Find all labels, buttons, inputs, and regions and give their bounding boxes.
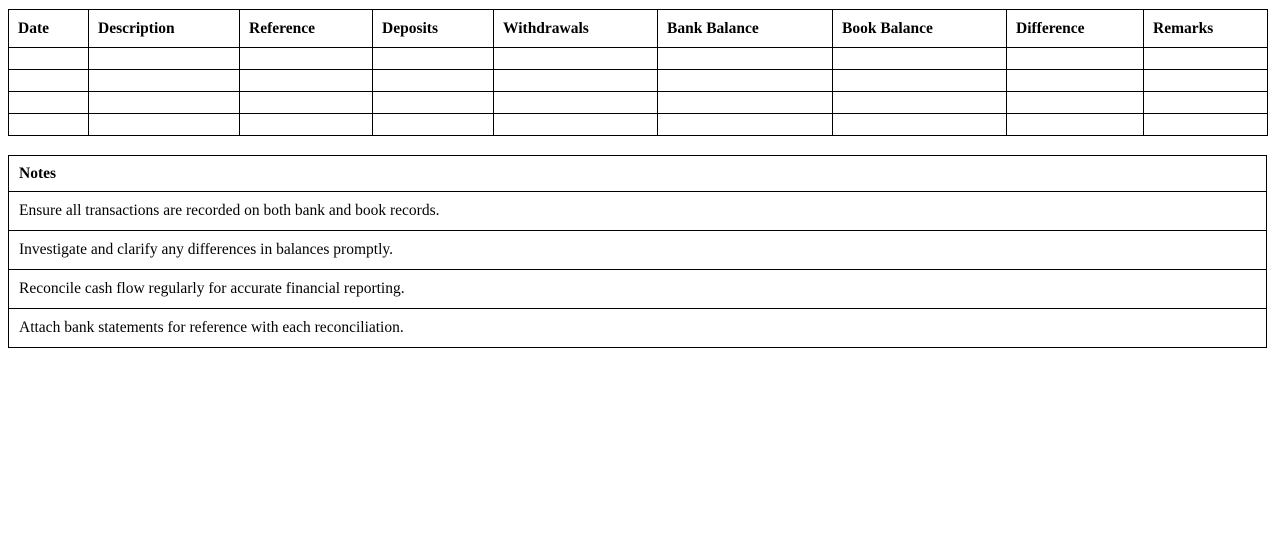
table-cell	[373, 70, 494, 92]
notes-table	[8, 155, 1267, 348]
table-cell	[240, 114, 373, 136]
table-row	[9, 114, 1268, 136]
note-item: Investigate and clarify any differences in balances promptly.	[9, 231, 1267, 270]
note-row	[9, 270, 1267, 309]
table-row	[9, 48, 1268, 70]
table-cell	[658, 114, 833, 136]
notes-header: Notes	[9, 156, 1267, 192]
notes-header-row	[9, 156, 1267, 192]
table-cell	[1007, 114, 1144, 136]
note-item: Ensure all transactions are recorded on both bank and book records.	[9, 192, 1267, 231]
column-header-description: Description	[89, 10, 240, 48]
table-cell	[1007, 70, 1144, 92]
note-item: Reconcile cash flow regularly for accurate financial reporting.	[9, 270, 1267, 309]
table-cell	[833, 70, 1007, 92]
table-cell	[9, 48, 89, 70]
table-cell	[658, 48, 833, 70]
column-header-book-balance: Book Balance	[833, 10, 1007, 48]
note-item: Attach bank statements for reference with each reconciliation.	[9, 309, 1267, 348]
table-cell	[89, 114, 240, 136]
note-row	[9, 309, 1267, 348]
table-cell	[1007, 92, 1144, 114]
column-header-remarks: Remarks	[1144, 10, 1268, 48]
column-header-bank-balance: Bank Balance	[658, 10, 833, 48]
table-cell	[833, 92, 1007, 114]
table-cell	[373, 92, 494, 114]
table-cell	[373, 114, 494, 136]
table-cell	[240, 70, 373, 92]
table-cell	[240, 92, 373, 114]
table-cell	[494, 48, 658, 70]
table-cell	[658, 92, 833, 114]
table-cell	[1144, 114, 1268, 136]
table-cell	[1144, 70, 1268, 92]
table-cell	[494, 92, 658, 114]
reconciliation-header-row	[9, 10, 1268, 48]
table-cell	[89, 92, 240, 114]
table-cell	[833, 48, 1007, 70]
reconciliation-table	[8, 9, 1268, 136]
table-cell	[494, 70, 658, 92]
table-cell	[89, 48, 240, 70]
table-cell	[9, 92, 89, 114]
table-cell	[658, 70, 833, 92]
note-row	[9, 192, 1267, 231]
table-cell	[1144, 92, 1268, 114]
table-cell	[1144, 48, 1268, 70]
table-cell	[240, 48, 373, 70]
column-header-withdrawals: Withdrawals	[494, 10, 658, 48]
column-header-reference: Reference	[240, 10, 373, 48]
table-row	[9, 92, 1268, 114]
note-row	[9, 231, 1267, 270]
table-cell	[833, 114, 1007, 136]
table-row	[9, 70, 1268, 92]
table-cell	[9, 70, 89, 92]
column-header-difference: Difference	[1007, 10, 1144, 48]
column-header-deposits: Deposits	[373, 10, 494, 48]
column-header-date: Date	[9, 10, 89, 48]
table-cell	[1007, 48, 1144, 70]
table-cell	[89, 70, 240, 92]
table-cell	[9, 114, 89, 136]
table-cell	[494, 114, 658, 136]
table-cell	[373, 48, 494, 70]
